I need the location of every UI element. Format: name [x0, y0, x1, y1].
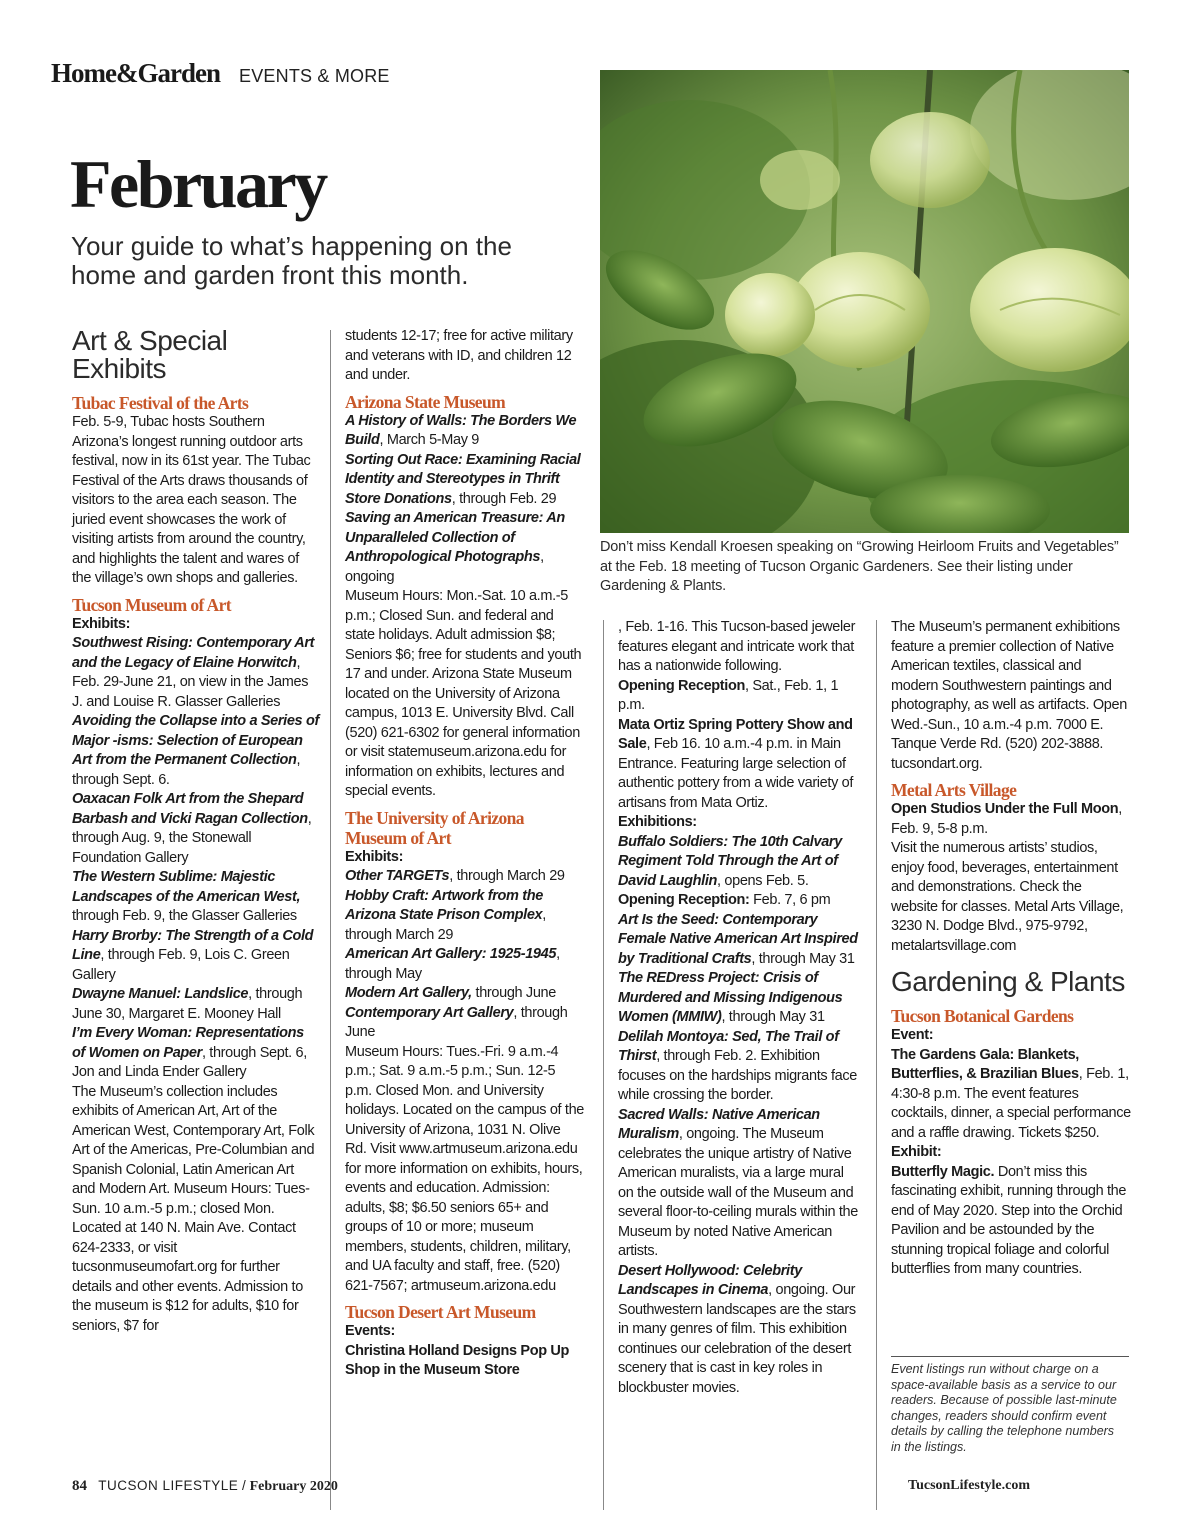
- exhibit-title: Saving an American Treasure: An Unparalleled Collection of Anthropological Photographs: [345, 510, 565, 565]
- exhibit-title: A History of Walls: The Borders We Build: [345, 412, 577, 448]
- exhibit-listing: [72, 927, 320, 986]
- exhibit-detail: , through May: [345, 946, 560, 982]
- exhibit-title: Art Is the Seed: Contemporary Female Native American Art Inspired by Traditional Crafts: [618, 911, 858, 967]
- publication-name: TUCSON LIFESTYLE: [98, 1478, 239, 1493]
- exhibit-title: Harry Brorby: The Strength of a Cold Line: [72, 927, 314, 963]
- event-listing: [891, 800, 1131, 839]
- exhibit-listing: [618, 911, 858, 970]
- exhibit-detail: , through June: [345, 1004, 568, 1040]
- exhibit-detail: , through Sept. 6, Jon and Linda Ender Gallery: [72, 1044, 307, 1080]
- exhibit-title: Desert Hollywood: Celebrity Landscapes in Cinema: [618, 1262, 802, 1298]
- website-url: TucsonLifestyle.com: [908, 1478, 1030, 1493]
- exhibit-listing: [72, 634, 320, 712]
- exhibit-detail: , through Feb. 29: [451, 490, 557, 507]
- exhibit-detail: , ongoing. The Museum celebrates the unique artistry of Native American muralists, via a large mural on the outside wall of the Museum and several floor-to-ceiling murals within the Museum by noted Native American artists.: [618, 1126, 858, 1259]
- event-detail: , Feb 16. 10 a.m.-4 p.m. in Main Entrance. Featuring large selection of authentic pottery from a wide variety of artisans from Mata Ortiz.: [618, 736, 854, 811]
- tubac-description: Feb. 5-9, Tubac hosts Southern Arizona’s longest running outdoor arts festival, now in its 61st year. The Tubac Festival of the Arts draws thousands of visitors to the area each season. The juried event showcases the work of visiting artists from around the country, and highlights the talent and wares of the village’s own shops and galleries.: [72, 414, 311, 586]
- event-detail: Feb. 7, 6 pm: [749, 892, 831, 908]
- exhibit-detail: , through June 30, Margaret E. Mooney Hall: [72, 986, 303, 1022]
- exhibit-title: Southwest Rising: Contemporary Art and the Legacy of Elaine Horwitch: [72, 635, 315, 671]
- exhibit-listing: [345, 984, 585, 1004]
- event-listing: [618, 891, 858, 911]
- exhibit-detail: , through March 29: [449, 868, 565, 884]
- section-label: EVENTS & MORE: [239, 66, 390, 86]
- exhibit-detail: , through May 31: [751, 950, 855, 967]
- asm-description: Museum Hours: Mon.-Sat. 10 a.m.-5 p.m.; Closed Sun. and federal and state holidays. Adult admission $8; Seniors $6; free for students and youth 17 and under. Arizona State Museum located on the University of Arizona campus, 1013 E. University Blvd. Call (520) 621-6302 for general information or visit statemuseum.arizona.edu for information on exhibits, lectures and special events.: [345, 588, 582, 799]
- exhibit-listing: [345, 867, 585, 887]
- event-title: Opening Reception: [618, 677, 745, 694]
- event-title: Mata Ortiz Spring Pottery Show and Sale: [618, 716, 853, 752]
- exhibit-detail: , through March 29: [345, 907, 546, 943]
- exhibit-detail: , through Sept. 6.: [72, 752, 301, 788]
- event-label: Event:: [891, 1027, 934, 1043]
- footer-folio: [72, 1478, 338, 1495]
- exhibit-title: Other TARGETs: [345, 868, 450, 884]
- event-listing: [618, 677, 858, 716]
- exhibit-listing: [345, 509, 585, 587]
- exhibit-listing: [72, 1024, 320, 1083]
- exhibit-listing: [72, 985, 320, 1024]
- exhibit-title: Oaxacan Folk Art from the Shepard Barbash and Vicki Ragan Collection: [72, 791, 308, 827]
- exhibit-title: Hobby Craft: Artwork from the Arizona State Prison Complex: [345, 887, 543, 923]
- photo-caption: Don’t miss Kendall Kroesen speaking on “Growing Heirloom Fruits and Vegetables” at the Feb. 18 meeting of Tucson Organic Gardeners. See their listing under Gardening & Plants.: [600, 539, 1119, 594]
- exhibit-listing: [891, 1163, 1131, 1280]
- exhibit-listing: [618, 833, 858, 892]
- event-detail: , Sat., Feb. 1, 1 p.m.: [618, 677, 839, 713]
- exhibit-listing: [345, 412, 585, 451]
- folio-separator: /: [238, 1478, 250, 1493]
- exhibit-listing: [618, 969, 858, 1028]
- exhibit-listing: [345, 1004, 585, 1043]
- event-detail: , Feb. 1, 4:30-8 p.m. The event features cocktails, dinner, a special performance and a raffle drawing. Tickets $250.: [891, 1066, 1131, 1141]
- exhibit-detail: through June: [471, 985, 556, 1001]
- event-detail: , Feb. 1-16. This Tucson-based jeweler features elegant and intricate work that has a nationwide following.: [618, 619, 856, 674]
- page-subtitle: Your guide to what’s happening on the home and garden front this month.: [71, 231, 512, 290]
- exhibit-detail: , ongoing. Our Southwestern landscapes are the stars in many genres of film. This exhibition continues our celebration of the desert scenery that is cast in key roles in blockbuster movies.: [618, 1282, 856, 1396]
- column-divider: [330, 330, 331, 1510]
- tma-description-continued: students 12-17; free for active military and veterans with ID, and children 12 and under.: [345, 328, 573, 383]
- event-title: Open Studios Under the Full Moon: [891, 801, 1119, 817]
- exhibit-title: The Western Sublime: Majestic Landscapes of the American West,: [72, 869, 301, 905]
- events-label: Events:: [345, 1323, 395, 1339]
- section-heading-art: Art & Special Exhibits: [72, 325, 228, 384]
- event-listing: [891, 1046, 1131, 1144]
- exhibit-title: Buffalo Soldiers: The 10th Calvary Regiment Told Through the Art of David Laughlin: [618, 833, 842, 889]
- exhibit-listing: [72, 868, 320, 927]
- event-detail: , Feb. 9, 5-8 p.m.: [891, 801, 1122, 837]
- note-divider: [891, 1356, 1129, 1357]
- event-title: The Gardens Gala: Blankets, Butterflies, & Brazilian Blues: [891, 1046, 1079, 1082]
- page-title: February: [70, 146, 326, 222]
- exhibit-title: Dwayne Manuel: Landslice: [72, 986, 249, 1002]
- venue-tucson-museum-of-art: Tucson Museum of Art: [72, 594, 231, 615]
- venue-ua-museum-of-art: The University of Arizona Museum of Art: [345, 807, 524, 848]
- exhibit-listing: [345, 945, 585, 984]
- exhibits-label: Exhibits:: [72, 615, 131, 632]
- exhibit-detail: , through Feb. 9, Lois C. Green Gallery: [72, 947, 290, 983]
- exhibit-title: Avoiding the Collapse into a Series of Major -isms: Selection of European Art from the Permanent Collection: [72, 713, 319, 768]
- exhibit-title: Butterfly Magic.: [891, 1163, 995, 1180]
- magazine-section-brand: Home&Garden: [51, 58, 220, 88]
- exhibit-title: Sorting Out Race: Examining Racial Identity and Stereotypes in Thrift Store Donations: [345, 451, 581, 507]
- exhibit-detail: , through Aug. 9, the Stonewall Foundation Gallery: [72, 810, 312, 866]
- exhibit-title: Sacred Walls: Native American Muralism: [618, 1106, 820, 1142]
- exhibitions-label: Exhibitions:: [618, 814, 697, 830]
- tdam-description: The Museum’s permanent exhibitions feature a premier collection of Native American textiles, classical and modern Southwestern paintings and photography, as well as artifacts. Open Wed.-Sun., 10 a.m.-4 p.m. 7000 E. Tanque Verde Rd. (520) 202-3888. tucsondart.org.: [891, 619, 1127, 772]
- section-heading-gardening: Gardening & Plants: [891, 966, 1125, 997]
- venue-arizona-state-museum: Arizona State Museum: [345, 391, 506, 412]
- column-3: [618, 618, 858, 1398]
- exhibit-listing: [345, 451, 585, 510]
- exhibit-detail: , opens Feb. 5.: [717, 872, 809, 889]
- exhibit-detail: , through May 31: [721, 1009, 825, 1025]
- heirloom-tomato-photo: [600, 70, 1129, 533]
- exhibit-detail: , ongoing: [345, 549, 544, 585]
- venue-tucson-desert-art-museum: Tucson Desert Art Museum: [345, 1302, 536, 1322]
- exhibit-detail: Don’t miss this fascinating exhibit, running through the end of May 2020. Step into the Orchid Pavilion and be astounded by the stunning tropical foliage and colorful butterflies from many countries.: [891, 1163, 1127, 1277]
- exhibit-title: Contemporary Art Gallery: [345, 1004, 514, 1021]
- column-divider: [603, 620, 604, 1510]
- mav-description: Visit the numerous artists’ studios, enjoy food, beverages, entertainment and demonstrations. Check the website for classes. Metal Arts Village, 3230 N. Dodge Blvd., 975-9792, metalartsvillage.com: [891, 840, 1124, 954]
- page-number: 84: [72, 1478, 87, 1494]
- listings-disclaimer: Event listings run without charge on a space-available basis as a service to our readers. Because of possible last-minute changes, readers should confirm event details by calling the telephone numbers in the listings.: [891, 1362, 1117, 1454]
- venue-tubac-festival: Tubac Festival of the Arts: [72, 393, 249, 413]
- exhibit-title: Delilah Montoya: Sed, The Trail of Thirst: [618, 1028, 839, 1064]
- column-4: [891, 618, 1131, 1280]
- exhibit-listing: [618, 1028, 858, 1106]
- exhibit-title: Modern Art Gallery,: [345, 985, 472, 1001]
- exhibit-listing: [618, 1262, 858, 1399]
- exhibit-listing: [618, 1106, 858, 1262]
- exhibit-title: American Art Gallery: 1925-1945: [345, 946, 557, 962]
- tma-description: The Museum’s collection includes exhibits of American Art, Art of the American West, Contemporary Art, Folk Art of the Americas, Pre-Columbian and Spanish Colonial, Latin American Art and Modern Art. Museum Hours: Tues-Sun. 10 a.m.-5 p.m.; closed Mon. Located at 140 N. Main Ave. Contact 624-2333, or visit tucsonmuseumofart.org for further details and other events. Admission to the museum is $12 for adults, $10 for seniors, $7 for: [72, 1083, 315, 1334]
- column-1: [72, 325, 320, 1336]
- exhibit-title: I’m Every Woman: Representations of Women on Paper: [72, 1025, 304, 1061]
- exhibit-listing: [345, 887, 585, 946]
- exhibit-title: The REDress Project: Crisis of Murdered and Missing Indigenous Women (MMIW): [618, 970, 843, 1025]
- exhibit-detail: through Feb. 9, the Glasser Galleries: [72, 908, 297, 924]
- event-title: Opening Reception:: [618, 892, 750, 908]
- column-divider: [876, 620, 877, 1510]
- exhibit-label: Exhibit:: [891, 1144, 942, 1160]
- venue-metal-arts-village: Metal Arts Village: [891, 780, 1017, 800]
- issue-date: February 2020: [249, 1479, 338, 1494]
- uama-description: Museum Hours: Tues.-Fri. 9 a.m.-4 p.m.; Sat. 9 a.m.-5 p.m.; Sun. 12-5 p.m. Closed Mon. and University holidays. Located on the campus of the University of Arizona, 1031 N. Olive Rd. Visit www.artmuseum.arizona.edu for more information on exhibits, hours, events and education. Admission: adults, $8; $6.50 seniors 65+ and groups of 10 or more; museum members, students, children, military, and UA faculty and staff, free. (520) 621-7567; artmuseum.arizona.edu: [345, 1043, 585, 1294]
- event-listing: [345, 1342, 585, 1381]
- column-2: [345, 327, 585, 1381]
- venue-tucson-botanical-gardens: Tucson Botanical Gardens: [891, 1006, 1074, 1026]
- exhibit-detail: , through Feb. 2. Exhibition focuses on the hardships migrants face while crossing the border.: [618, 1048, 857, 1103]
- exhibits-label: Exhibits:: [345, 848, 404, 865]
- exhibit-detail: , March 5-May 9: [379, 432, 479, 448]
- exhibit-listing: [72, 790, 320, 868]
- event-listing: [618, 716, 858, 814]
- exhibit-listing: [72, 712, 320, 790]
- event-title: Christina Holland Designs Pop Up Shop in the Museum Store: [345, 1342, 570, 1378]
- exhibit-detail: , Feb. 29-June 21, on view in the James J. and Louise R. Glasser Galleries: [72, 654, 309, 710]
